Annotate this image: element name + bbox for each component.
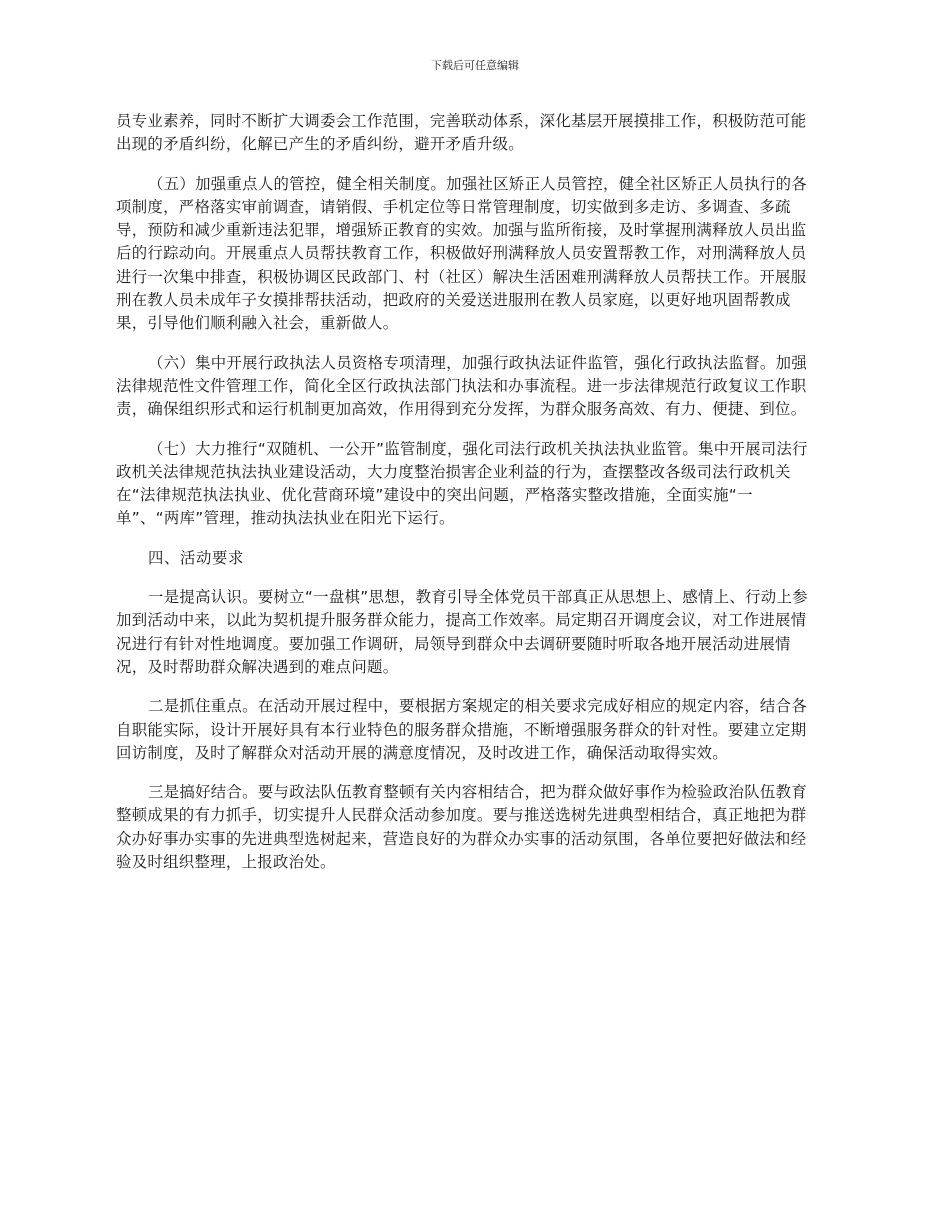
paragraph-section-5: （五）加强重点人的管控，健全相关制度。加强社区矫正人员管控，健全社区矫正人员执行的各 项制度，严格落实审前调查，请销假、手机定位等日常管理制度，切实做到多走访、多调查、多疏 导，预防和减少重新违法犯罪，增强矫正教育的实效。加强与监所衔接，及时掌握刑满释放人员出监 后的行踪动向。开展重点人员帮扶教育工作，积极做好刑满释放人员安置帮教工作，对刑满释放人员 进行一次集中排查，积极协调区民政部门、村（社区）解决生活困难刑满释放人员帮扶工作。开展服 刑在教人员未成年子女摸排帮扶活动，把政府的关爱送进服刑在教人员家庭，以更好地巩固帮教成 果，引导他们顺利融入社会，重新做人。 bbox=[116, 174, 808, 333]
page-header: 下载后可任意编辑 bbox=[431, 59, 519, 72]
paragraph-requirement-1: 一是提高认识。要树立“一盘棋”思想，教育引导全体党员干部真正从思想上、感情上、行动上参 加到活动中来，以此为契机提升服务群众能力，提高工作效率。局定期召开调度会议，对工作进展情 况进行有针对性地调度。要加强工作调研，局领导到群众中去调研要随时听取各地开展活动进展情 况，及时帮助群众解决遇到的难点问题。 bbox=[116, 588, 808, 676]
document-body bbox=[116, 110, 834, 874]
paragraph-requirement-3: 三是搞好结合。要与政法队伍教育整顿有关内容相结合，把为群众做好事作为检验政治队伍教育 整顿成果的有力抓手，切实提升人民群众活动参加度。要与推送选树先进典型相结合，真正地把为群 众办好事办实事的先进典型选树起来，营造良好的为群众办实事的活动氛围，各单位要把好做法和经 验及时组织整理，上报政治处。 bbox=[116, 783, 808, 872]
paragraph-section-6: （六）集中开展行政执法人员资格专项清理，加强行政执法证件监管，强化行政执法监督。加强 法律规范性文件管理工作，简化全区行政执法部门执法和办事流程。进一步法律规范行政复议工作职 责，确保组织形式和运行机制更加高效，作用得到充分发挥，为群众服务高效、有力、便捷、到位。 bbox=[116, 353, 808, 419]
paragraph-requirement-2: 二是抓住重点。在活动开展过程中，要根据方案规定的相关要求完成好相应的规定内容，结合各 自职能实际，设计开展好具有本行业特色的服务群众措施，不断增强服务群众的针对性。要建立定期 回访制度，及时了解群众对活动开展的满意度情况，及时改进工作，确保活动取得实效。 bbox=[116, 697, 808, 762]
paragraph-section-7: （七）大力推行“双随机、一公开”监管制度，强化司法行政机关执法执业监管。集中开展司法行 政机关法律规范执法执业建设活动，大力度整治损害企业利益的行为，查摆整改各级司法行政机关 在“法律规范执法执业、优化营商环境”建设中的突出问题，严格落实整改措施，全面实施“一 单”、“两库”管理，推动执法执业在阳光下运行。 bbox=[116, 439, 808, 528]
paragraph-continuation: 员专业素养，同时不断扩大调委会工作范围，完善联动体系，深化基层开展摸排工作，积极防范可能 出现的矛盾纠纷，化解已产生的矛盾纠纷，避开矛盾升级。 bbox=[116, 112, 807, 154]
section-heading-activity-requirements: 四、活动要求 bbox=[148, 548, 244, 567]
